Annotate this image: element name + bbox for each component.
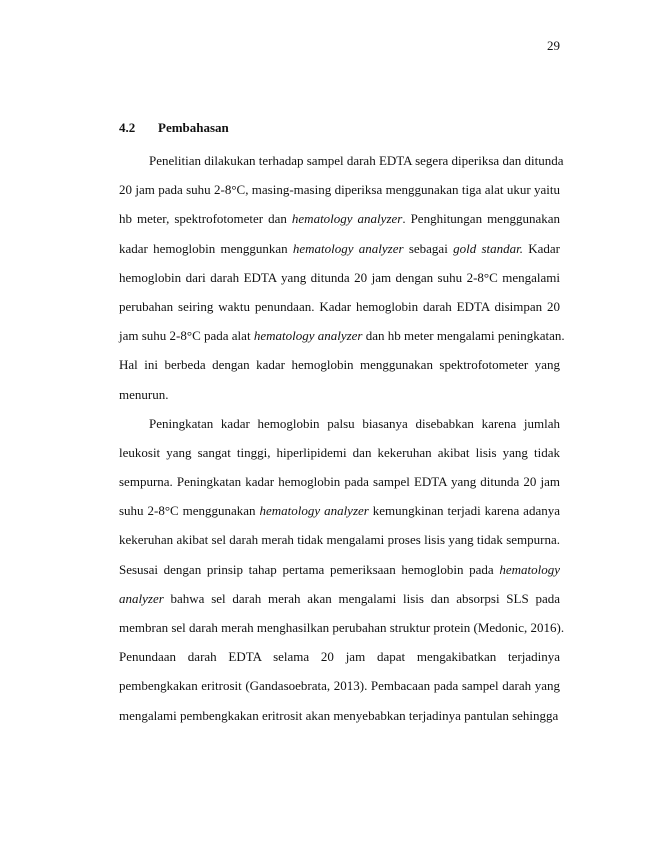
section-number: 4.2 (119, 120, 136, 135)
italic-term: hematology analyzer (292, 240, 404, 256)
text-segment: suhu 2-8°C menggunakan (119, 503, 260, 519)
text-line (119, 204, 560, 233)
section-heading (119, 120, 229, 136)
text-line (119, 321, 565, 350)
text-segment: Penelitian dilakukan terhadap sampel darah EDTA segera diperiksa dan ditunda (149, 153, 564, 168)
text-segment: kemungkinan terjadi karena adanya (368, 503, 560, 519)
text-line (119, 671, 560, 700)
text-line (119, 642, 560, 671)
text-segment: hemoglobin dari darah EDTA yang ditunda 20 jam dengan suhu 2-8°C mengalami (119, 269, 560, 285)
text-line (119, 438, 560, 467)
text-segment: sebagai (403, 240, 454, 256)
text-segment: sempurna. Peningkatan kadar hemoglobin pada sampel EDTA yang ditunda 20 jam (119, 474, 560, 490)
text-line (119, 234, 560, 263)
text-line (119, 584, 560, 613)
text-segment: kadar hemoglobin menggunkan (119, 240, 293, 256)
text-segment: . Penghitungan menggunakan (402, 211, 560, 227)
italic-term: hematology analyzer (291, 211, 403, 227)
text-line (119, 467, 560, 496)
body-text (119, 146, 565, 730)
paragraph (119, 409, 565, 730)
text-segment: perubahan seiring waktu penundaan. Kadar hemoglobin darah EDTA disimpan 20 (119, 298, 560, 314)
text-segment: menurun. (119, 386, 169, 402)
italic-term: hematology analyzer (253, 328, 363, 344)
text-segment: dan hb meter mengalami peningkatan. (362, 328, 565, 344)
text-segment: membran sel darah merah menghasilkan perubahan struktur protein (Medonic, 2016). (119, 620, 565, 635)
text-line (119, 701, 560, 730)
text-line (119, 496, 560, 525)
text-line (119, 409, 560, 438)
text-segment: Peningkatan kadar hemoglobin palsu biasanya disebabkan karena jumlah (149, 415, 560, 431)
italic-term: gold standar. (453, 240, 523, 256)
text-segment: bahwa sel darah merah akan mengalami lisis dan absorpsi SLS pada (163, 590, 560, 606)
paragraph (119, 146, 565, 409)
text-line (119, 613, 565, 642)
text-segment: hb meter, spektrofotometer dan (119, 211, 292, 227)
text-line (119, 380, 560, 409)
text-segment: Hal ini berbeda dengan kadar hemoglobin menggunakan spektrofotometer yang (119, 357, 560, 373)
text-line (119, 146, 564, 175)
text-segment: Kadar (522, 240, 560, 256)
text-segment: leukosit yang sangat tinggi, hiperlipidemi dan kekeruhan akibat lisis yang tidak (119, 444, 560, 460)
text-segment: 20 jam pada suhu 2-8°C, masing-masing diperiksa menggunakan tiga alat ukur yaitu (119, 182, 560, 198)
text-line (119, 263, 560, 292)
text-segment: kekeruhan akibat sel darah merah tidak mengalami proses lisis yang tidak sempurna. (119, 532, 560, 548)
text-segment: pembengkakan eritrosit (Gandasoebrata, 2013). Pembacaan pada sampel darah yang (119, 678, 560, 694)
text-line (119, 555, 560, 584)
text-line (119, 350, 560, 379)
text-line (119, 292, 560, 321)
text-segment: mengalami pembengkakan eritrosit akan menyebabkan terjadinya pantulan sehingga (119, 707, 559, 723)
text-line (119, 175, 560, 204)
text-segment: jam suhu 2-8°C pada alat (119, 328, 254, 344)
italic-term: analyzer (119, 590, 164, 606)
page-number: 29 (547, 38, 560, 53)
italic-term: hematology (499, 561, 560, 577)
text-line (119, 525, 560, 554)
italic-term: hematology analyzer (259, 503, 369, 519)
text-segment: Sesusai dengan prinsip tahap pertama pemeriksaan hemoglobin pada (119, 561, 500, 577)
text-segment: Penundaan darah EDTA selama 20 jam dapat mengakibatkan terjadinya (119, 649, 560, 665)
section-title: Pembahasan (158, 120, 229, 135)
